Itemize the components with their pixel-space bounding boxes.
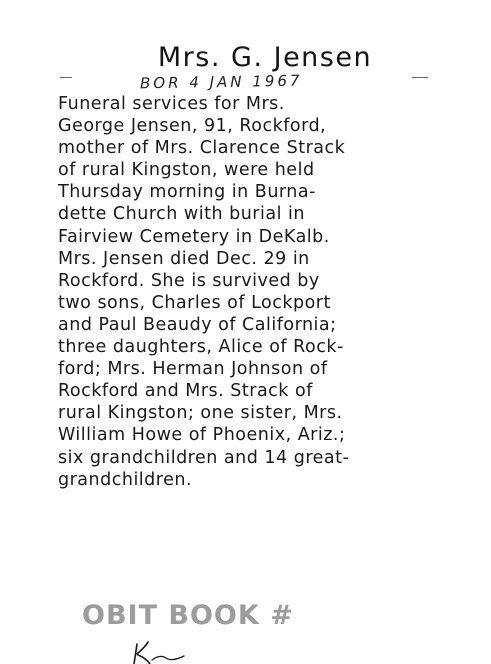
body-line: Fairview Cemetery in DeKalb. [58,226,330,247]
headline-rule-right [412,77,428,78]
body-line: dette Church with burial in [58,204,305,225]
body-line: three daughters, Alice of Rock- [58,337,344,358]
body-line: William Howe of Phoenix, Ariz.; [58,425,346,446]
obituary-headline: Mrs. G. Jensen [157,42,373,73]
headline-rule-left [60,77,72,78]
obituary-body [58,93,448,491]
body-line: six grandchildren and 14 great- [58,447,350,468]
body-line: George Jensen, 91, Rockford, [58,116,327,137]
body-line: Rockford. She is survived by [58,270,320,291]
body-line: ford; Mrs. Herman Johnson of [58,359,328,380]
body-line: Funeral services for Mrs. [58,94,285,114]
body-line: rural Kingston; one sister, Mrs. [58,403,343,424]
body-line: mother of Mrs. Clarence Strack [58,138,346,159]
obit-book-stamp: OBIT BOOK # [82,600,294,631]
handwritten-date-note: BOR 4 JAN 1967 [139,71,303,93]
body-line: Thursday morning in Burna- [58,182,316,203]
body-line: and Paul Beaudy of California; [58,314,337,335]
handwritten-mark-icon [126,640,206,664]
body-line: Rockford and Mrs. Strack of [58,381,313,402]
body-line: of rural Kingston, were held [58,160,315,181]
body-line: Mrs. Jensen died Dec. 29 in [58,248,310,269]
body-line: two sons, Charles of Lockport [58,292,331,313]
body-line: grandchildren. [58,469,193,490]
